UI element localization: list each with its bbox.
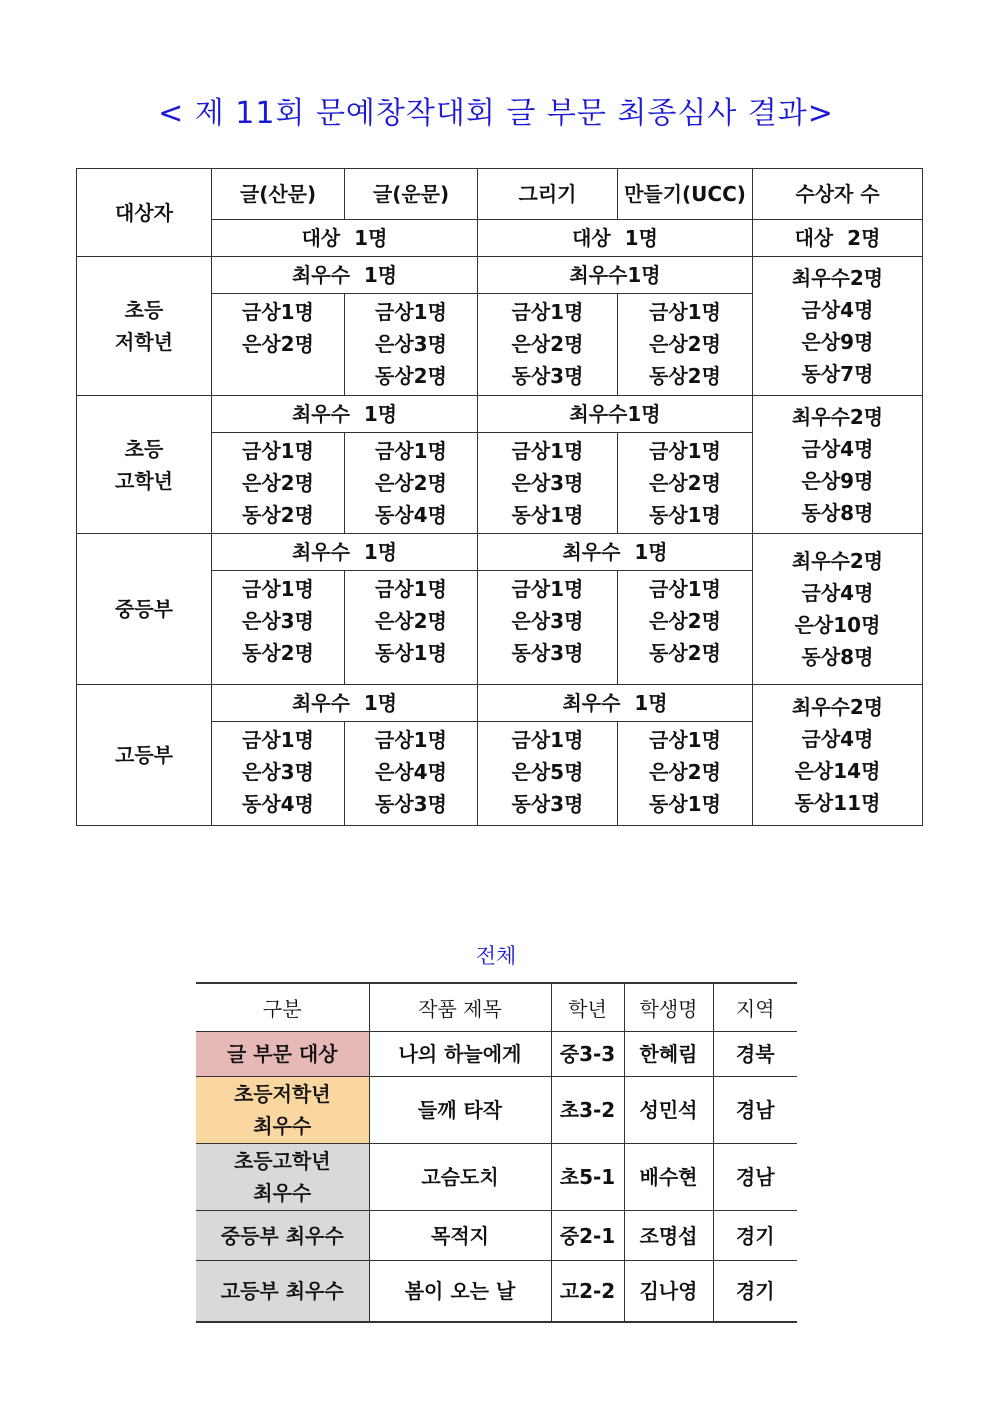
best-writing: 최우수 1명 xyxy=(212,534,478,571)
total-line: 동상11명 xyxy=(794,791,881,815)
group-total xyxy=(753,685,923,826)
summary-grade: 중3-3 xyxy=(551,1032,624,1077)
award-cell-verse xyxy=(345,294,478,396)
award-cell-ucc xyxy=(618,433,753,534)
award-line: 은상4명 xyxy=(375,760,447,784)
award-line: 금상1명 xyxy=(242,728,314,752)
group-name-line: 고학년 xyxy=(115,468,173,493)
group-name-line: 고등부 xyxy=(115,743,173,767)
award-line: 은상2명 xyxy=(649,609,721,633)
summary-category xyxy=(196,1032,369,1077)
award-line: 금상1명 xyxy=(375,577,447,601)
summary-category-line: 초등고학년 xyxy=(233,1149,331,1173)
group-total xyxy=(753,257,923,396)
award-line: 동상2명 xyxy=(375,364,447,388)
award-line: 동상2명 xyxy=(242,641,314,665)
award-line: 금상1명 xyxy=(375,300,447,324)
award-line: 동상4명 xyxy=(242,792,314,816)
award-cell-verse xyxy=(345,433,478,534)
group-name-line: 초등 xyxy=(124,436,164,461)
award-line: 은상3명 xyxy=(511,609,584,633)
award-cell-verse xyxy=(345,571,478,685)
total-line: 금상4명 xyxy=(801,436,874,461)
award-line: 금상1명 xyxy=(375,439,447,463)
group-name xyxy=(77,257,212,396)
group-row-best xyxy=(77,685,923,722)
total-line: 최우수2명 xyxy=(791,404,884,429)
award-cell-prose xyxy=(212,294,345,396)
award-cell-prose xyxy=(212,722,345,826)
col-header-prose: 글(산문) xyxy=(212,169,345,220)
award-line: 은상2명 xyxy=(511,332,584,356)
group-row-best xyxy=(77,534,923,571)
summary-category xyxy=(196,1211,369,1261)
award-line: 금상1명 xyxy=(375,728,447,752)
summary-category xyxy=(196,1261,369,1322)
award-line: 은상3명 xyxy=(242,609,314,633)
award-line: 동상3명 xyxy=(375,792,447,816)
summary-work-title: 목적지 xyxy=(369,1211,551,1261)
award-line: 동상2명 xyxy=(649,364,721,388)
group-name-line: 중등부 xyxy=(115,597,173,621)
award-line: 금상1명 xyxy=(511,577,584,601)
total-line: 은상10명 xyxy=(794,613,881,637)
award-cell-drawing xyxy=(478,433,618,534)
summary-category-line: 고등부 최우수 xyxy=(220,1278,344,1303)
award-cell-prose xyxy=(212,433,345,534)
summary-grade: 초5-1 xyxy=(551,1144,624,1211)
best-art: 최우수1명 xyxy=(478,396,753,433)
summary-student: 한혜림 xyxy=(624,1032,713,1077)
summary-work-title: 들깨 타작 xyxy=(369,1077,551,1144)
award-cell-drawing xyxy=(478,722,618,826)
summary-category-line: 최우수 xyxy=(253,1181,312,1205)
award-line: 은상2명 xyxy=(375,609,447,633)
total-line: 동상7명 xyxy=(801,362,874,386)
award-line: 금상1명 xyxy=(649,728,721,752)
summary-grade: 중2-1 xyxy=(551,1211,624,1261)
award-line: 동상1명 xyxy=(649,792,721,816)
award-line: 금상1명 xyxy=(649,439,721,463)
total-line: 최우수2명 xyxy=(791,549,884,573)
group-name xyxy=(77,396,212,534)
group-total xyxy=(753,396,923,534)
award-cell-verse xyxy=(345,722,478,826)
col-header-drawing: 그리기 xyxy=(478,169,618,220)
group-name xyxy=(77,534,212,685)
total-line: 은상9명 xyxy=(801,330,874,354)
summary-student: 배수현 xyxy=(624,1144,713,1211)
award-line: 동상1명 xyxy=(649,503,721,527)
award-line: 금상1명 xyxy=(511,728,584,752)
group-row-best xyxy=(77,396,923,433)
award-cell-ucc xyxy=(618,294,753,396)
group-rows xyxy=(77,257,923,826)
summary-row xyxy=(196,1077,797,1144)
award-line: 금상1명 xyxy=(242,300,314,324)
grand-prize-writing: 대상 1명 xyxy=(212,220,478,257)
summary-region: 경기 xyxy=(713,1211,797,1261)
best-writing: 최우수 1명 xyxy=(212,685,478,722)
award-line: 금상1명 xyxy=(649,300,721,324)
col-header-winners: 수상자 수 xyxy=(753,169,923,220)
award-line: 은상3명 xyxy=(242,760,314,784)
award-line: 은상2명 xyxy=(242,332,314,356)
grand-prize-total: 대상 2명 xyxy=(753,220,923,257)
total-line: 최우수2명 xyxy=(791,266,884,290)
summary-grade: 고2-2 xyxy=(551,1261,624,1322)
total-line: 금상4명 xyxy=(801,581,874,605)
summary-region: 경남 xyxy=(713,1077,797,1144)
award-line: 금상1명 xyxy=(511,300,584,324)
summary-work-title: 고슴도치 xyxy=(369,1144,551,1211)
grand-prize-art: 대상 1명 xyxy=(478,220,753,257)
award-line: 은상2명 xyxy=(375,471,447,495)
summary-row xyxy=(196,1261,797,1322)
summary-work-title: 나의 하늘에게 xyxy=(369,1032,551,1077)
target-header: 대상자 xyxy=(77,169,212,257)
award-line: 금상1명 xyxy=(242,577,314,601)
total-line: 최우수2명 xyxy=(791,695,884,719)
award-cell-ucc xyxy=(618,571,753,685)
award-line: 금상1명 xyxy=(511,439,584,463)
best-art: 최우수1명 xyxy=(478,257,753,294)
group-row-best xyxy=(77,257,923,294)
summary-header-student: 학생명 xyxy=(624,983,713,1032)
summary-category-line: 글 부문 대상 xyxy=(226,1042,338,1066)
summary-header-region: 지역 xyxy=(713,983,797,1032)
document-title: < 제 11회 문예창작대회 글 부문 최종심사 결과> xyxy=(158,96,834,131)
summary-header-row xyxy=(196,983,797,1032)
col-header-verse: 글(운문) xyxy=(345,169,478,220)
award-line: 동상1명 xyxy=(511,503,584,527)
award-line: 은상3명 xyxy=(375,332,447,356)
award-line: 은상2명 xyxy=(649,332,721,356)
summary-row xyxy=(196,1032,797,1077)
award-line: 동상2명 xyxy=(242,503,314,527)
summary-row xyxy=(196,1211,797,1261)
total-line: 은상14명 xyxy=(794,759,881,783)
summary-student: 김나영 xyxy=(624,1261,713,1322)
total-line: 동상8명 xyxy=(801,500,874,525)
summary-region: 경북 xyxy=(713,1032,797,1077)
award-line: 은상2명 xyxy=(649,760,721,784)
best-writing: 최우수 1명 xyxy=(212,396,478,433)
award-line: 동상4명 xyxy=(375,503,447,527)
results-table xyxy=(76,168,923,826)
best-art: 최우수 1명 xyxy=(478,534,753,571)
award-line: 은상5명 xyxy=(511,760,584,784)
summary-category-line: 최우수 xyxy=(253,1114,312,1138)
award-line: 동상2명 xyxy=(649,641,721,665)
total-line: 동상8명 xyxy=(801,645,874,669)
award-line: 동상1명 xyxy=(375,641,447,665)
summary-row xyxy=(196,1144,797,1211)
award-line: 은상2명 xyxy=(649,471,721,495)
group-total xyxy=(753,534,923,685)
summary-region: 경기 xyxy=(713,1261,797,1322)
award-line: 은상2명 xyxy=(242,471,314,495)
summary-student: 성민석 xyxy=(624,1077,713,1144)
award-line: 은상3명 xyxy=(511,471,584,495)
summary-student: 조명섭 xyxy=(624,1211,713,1261)
award-line: 금상1명 xyxy=(242,439,314,463)
award-line: 동상3명 xyxy=(511,364,584,388)
best-art: 최우수 1명 xyxy=(478,685,753,722)
summary-rows xyxy=(196,1032,797,1322)
summary-grade: 초3-2 xyxy=(551,1077,624,1144)
total-line: 금상4명 xyxy=(801,298,874,322)
award-line: 동상3명 xyxy=(511,641,584,665)
results-header-row xyxy=(77,169,923,220)
award-cell-prose xyxy=(212,571,345,685)
best-writing: 최우수 1명 xyxy=(212,257,478,294)
award-cell-drawing xyxy=(478,571,618,685)
col-header-ucc: 만들기(UCC) xyxy=(618,169,753,220)
award-cell-drawing xyxy=(478,294,618,396)
total-line: 금상4명 xyxy=(801,727,874,751)
summary-category xyxy=(196,1077,369,1144)
summary-header-grade: 학년 xyxy=(551,983,624,1032)
group-name xyxy=(77,685,212,826)
award-line: 금상1명 xyxy=(649,577,721,601)
summary-header-title: 작품 제목 xyxy=(369,983,551,1032)
summary-header-category: 구분 xyxy=(196,983,369,1032)
summary-category-line: 초등저학년 xyxy=(233,1082,331,1106)
award-line: 동상3명 xyxy=(511,792,584,816)
summary-category-line: 중등부 최우수 xyxy=(220,1223,344,1248)
summary-region: 경남 xyxy=(713,1144,797,1211)
summary-table xyxy=(196,982,797,1323)
summary-caption: 전체 xyxy=(475,944,517,968)
summary-category xyxy=(196,1144,369,1211)
group-name-line: 저학년 xyxy=(115,330,173,354)
summary-work-title: 봄이 오는 날 xyxy=(369,1261,551,1322)
group-name-line: 초등 xyxy=(124,298,164,322)
award-cell-ucc xyxy=(618,722,753,826)
total-line: 은상9명 xyxy=(801,468,874,493)
